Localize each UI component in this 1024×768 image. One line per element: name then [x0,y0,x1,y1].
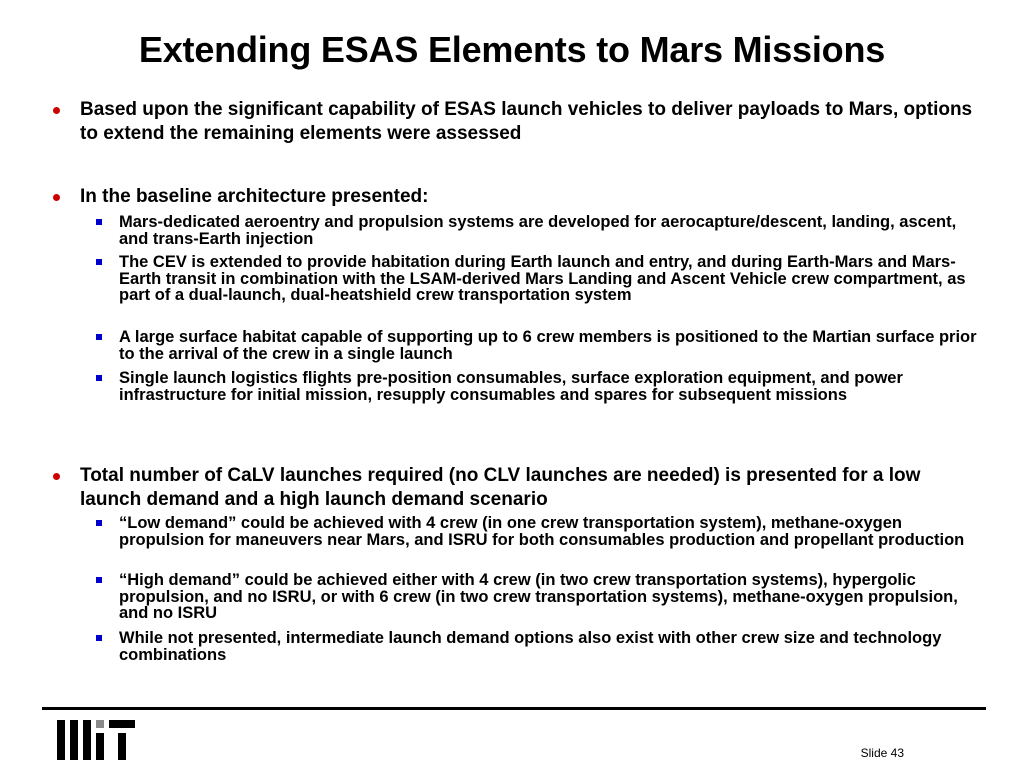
sub-bullet-item [119,254,989,304]
bullet-item [80,185,980,209]
blue-square-bullet-icon [96,520,102,526]
sub-bullet-text: Single launch logistics flights pre-position consumables, surface exploration equipment, and power infrastructure for initial mission, resupply consumables and spares for subsequent missions [119,369,903,404]
sub-bullet-item [119,214,989,247]
bullet-text: In the baseline architecture presented: [80,186,429,207]
sub-bullet-item [119,515,989,548]
sub-bullet-item [119,630,989,663]
sub-bullet-item [119,572,989,622]
bullet-text: Total number of CaLV launches required (no CLV launches are needed) is presented for a low launch demand and a high launch demand scenario [80,465,921,510]
bullet-item [80,464,980,512]
sub-bullet-text: A large surface habitat capable of supporting up to 6 crew members is positioned to the Martian surface prior to the arrival of the crew in a single launch [119,328,977,363]
slide-title: Extending ESAS Elements to Mars Missions [138,29,886,70]
bullet-item [80,98,980,146]
blue-square-bullet-icon [96,635,102,641]
red-dot-bullet-icon [53,473,60,480]
blue-square-bullet-icon [96,334,102,340]
blue-square-bullet-icon [96,577,102,583]
sub-bullet-text: While not presented, intermediate launch demand options also exist with other crew size and technology combinations [119,629,942,664]
sub-bullet-text: “Low demand” could be achieved with 4 crew (in one crew transportation system), methane-oxygen propulsion for maneuvers near Mars, and ISRU for both consumables production and propellant production [119,514,965,549]
footer-rule [42,707,986,710]
blue-square-bullet-icon [96,375,102,381]
mit-logo-icon [57,720,135,760]
sub-bullet-item [119,329,989,362]
blue-square-bullet-icon [96,219,102,225]
slide-number: Slide 43 [860,746,904,760]
red-dot-bullet-icon [53,107,60,114]
bullet-text: Based upon the significant capability of ESAS launch vehicles to deliver payloads to Mars, options to extend the remaining elements were assessed [80,99,973,144]
sub-bullet-text: The CEV is extended to provide habitation during Earth launch and entry, and during Earth-Mars and Mars-Earth transit in combination with the LSAM-derived Mars Landing and Ascent Vehicle crew compartment, as part of a dual-launch, dual-heatshield crew transportation system [119,253,966,304]
sub-bullet-text: “High demand” could be achieved either with 4 crew (in two crew transportation systems), hypergolic propulsion, and no ISRU, or with 6 crew (in two crew transportation systems), methane-oxygen propulsion, and no ISRU [119,571,958,622]
sub-bullet-text: Mars-dedicated aeroentry and propulsion systems are developed for aerocapture/descent, landing, ascent, and trans-Earth injection [119,213,957,248]
sub-bullet-item [119,370,989,403]
red-dot-bullet-icon [53,194,60,201]
blue-square-bullet-icon [96,259,102,265]
